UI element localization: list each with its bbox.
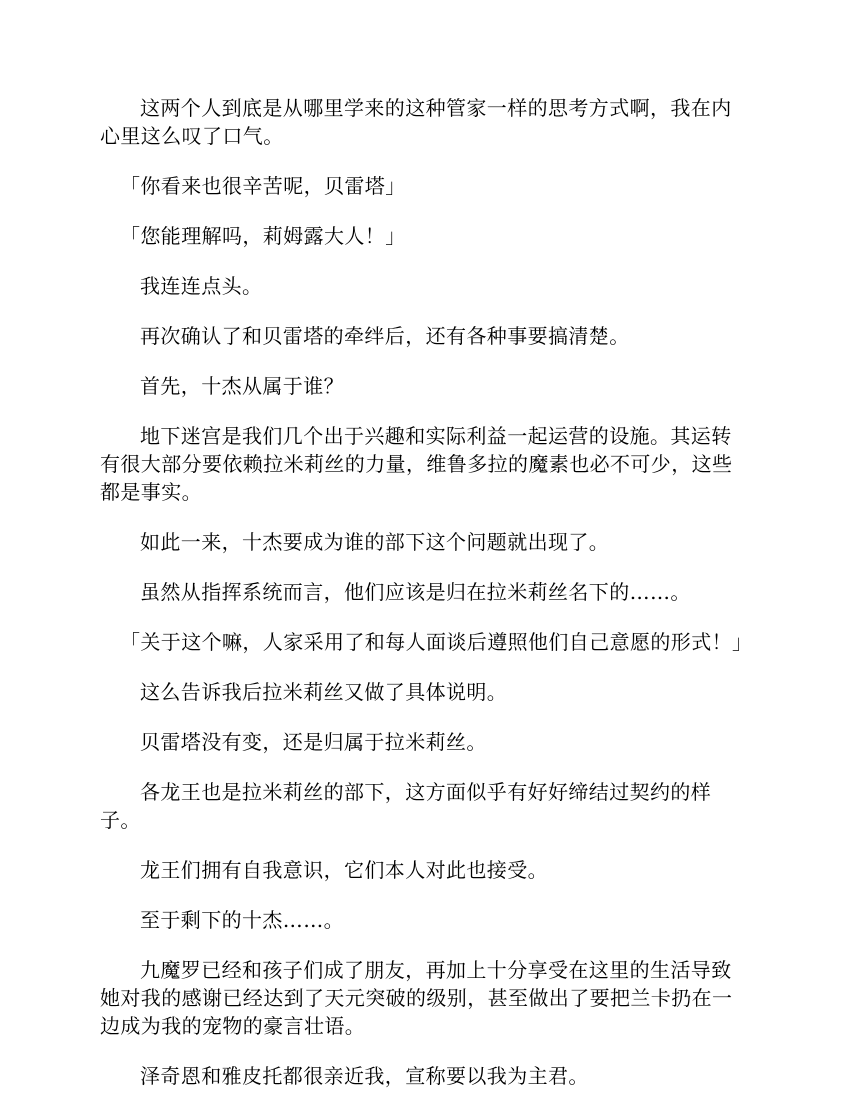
paragraph: 各龙王也是拉米莉丝的部下，这方面似乎有好好缔结过契约的样子。 — [100, 780, 712, 832]
dialogue-paragraph: 「关于这个嘛，人家采用了和每人面谈后遵照他们自己意愿的形式！」 — [120, 630, 753, 654]
paragraph: 如此一来，十杰要成为谁的部下这个问题就出现了。 — [140, 530, 610, 554]
paragraph: 再次确认了和贝雷塔的牵绊后，还有各种事要搞清楚。 — [140, 324, 630, 348]
dialogue-paragraph: 「你看来也很辛苦呢，贝雷塔」 — [120, 174, 406, 198]
paragraph: 至于剩下的十杰……。 — [140, 908, 344, 932]
paragraph: 龙王们拥有自我意识，它们本人对此也接受。 — [140, 858, 548, 882]
paragraph: 我连连点头。 — [140, 274, 263, 298]
paragraph: 这么告诉我后拉米莉丝又做了具体说明。 — [140, 680, 508, 704]
paragraph: 首先，十杰从属于谁？ — [140, 374, 344, 398]
paragraph: 泽奇恩和雅皮托都很亲近我，宣称要以我为主君。 — [140, 1064, 589, 1088]
paragraph: 贝雷塔没有变，还是归属于拉米莉丝。 — [140, 730, 487, 754]
dialogue-paragraph: 「您能理解吗，莉姆露大人！」 — [120, 224, 406, 248]
paragraph: 这两个人到底是从哪里学来的这种管家一样的思考方式啊，我在内心里这么叹了口气。 — [100, 96, 732, 148]
paragraph: 虽然从指挥系统而言，他们应该是归在拉米莉丝名下的……。 — [140, 580, 691, 604]
paragraph: 九魔罗已经和孩子们成了朋友，再加上十分享受在这里的生活导致她对我的感谢已经达到了天元突破的级别，甚至做出了要把兰卡扔在一边成为我的宠物的豪言壮语。 — [100, 958, 733, 1038]
paragraph: 地下迷宫是我们几个出于兴趣和实际利益一起运营的设施。其运转有很大部分要依赖拉米莉丝的力量，维鲁多拉的魔素也必不可少，这些都是事实。 — [100, 424, 733, 504]
document-page — [100, 94, 753, 1112]
